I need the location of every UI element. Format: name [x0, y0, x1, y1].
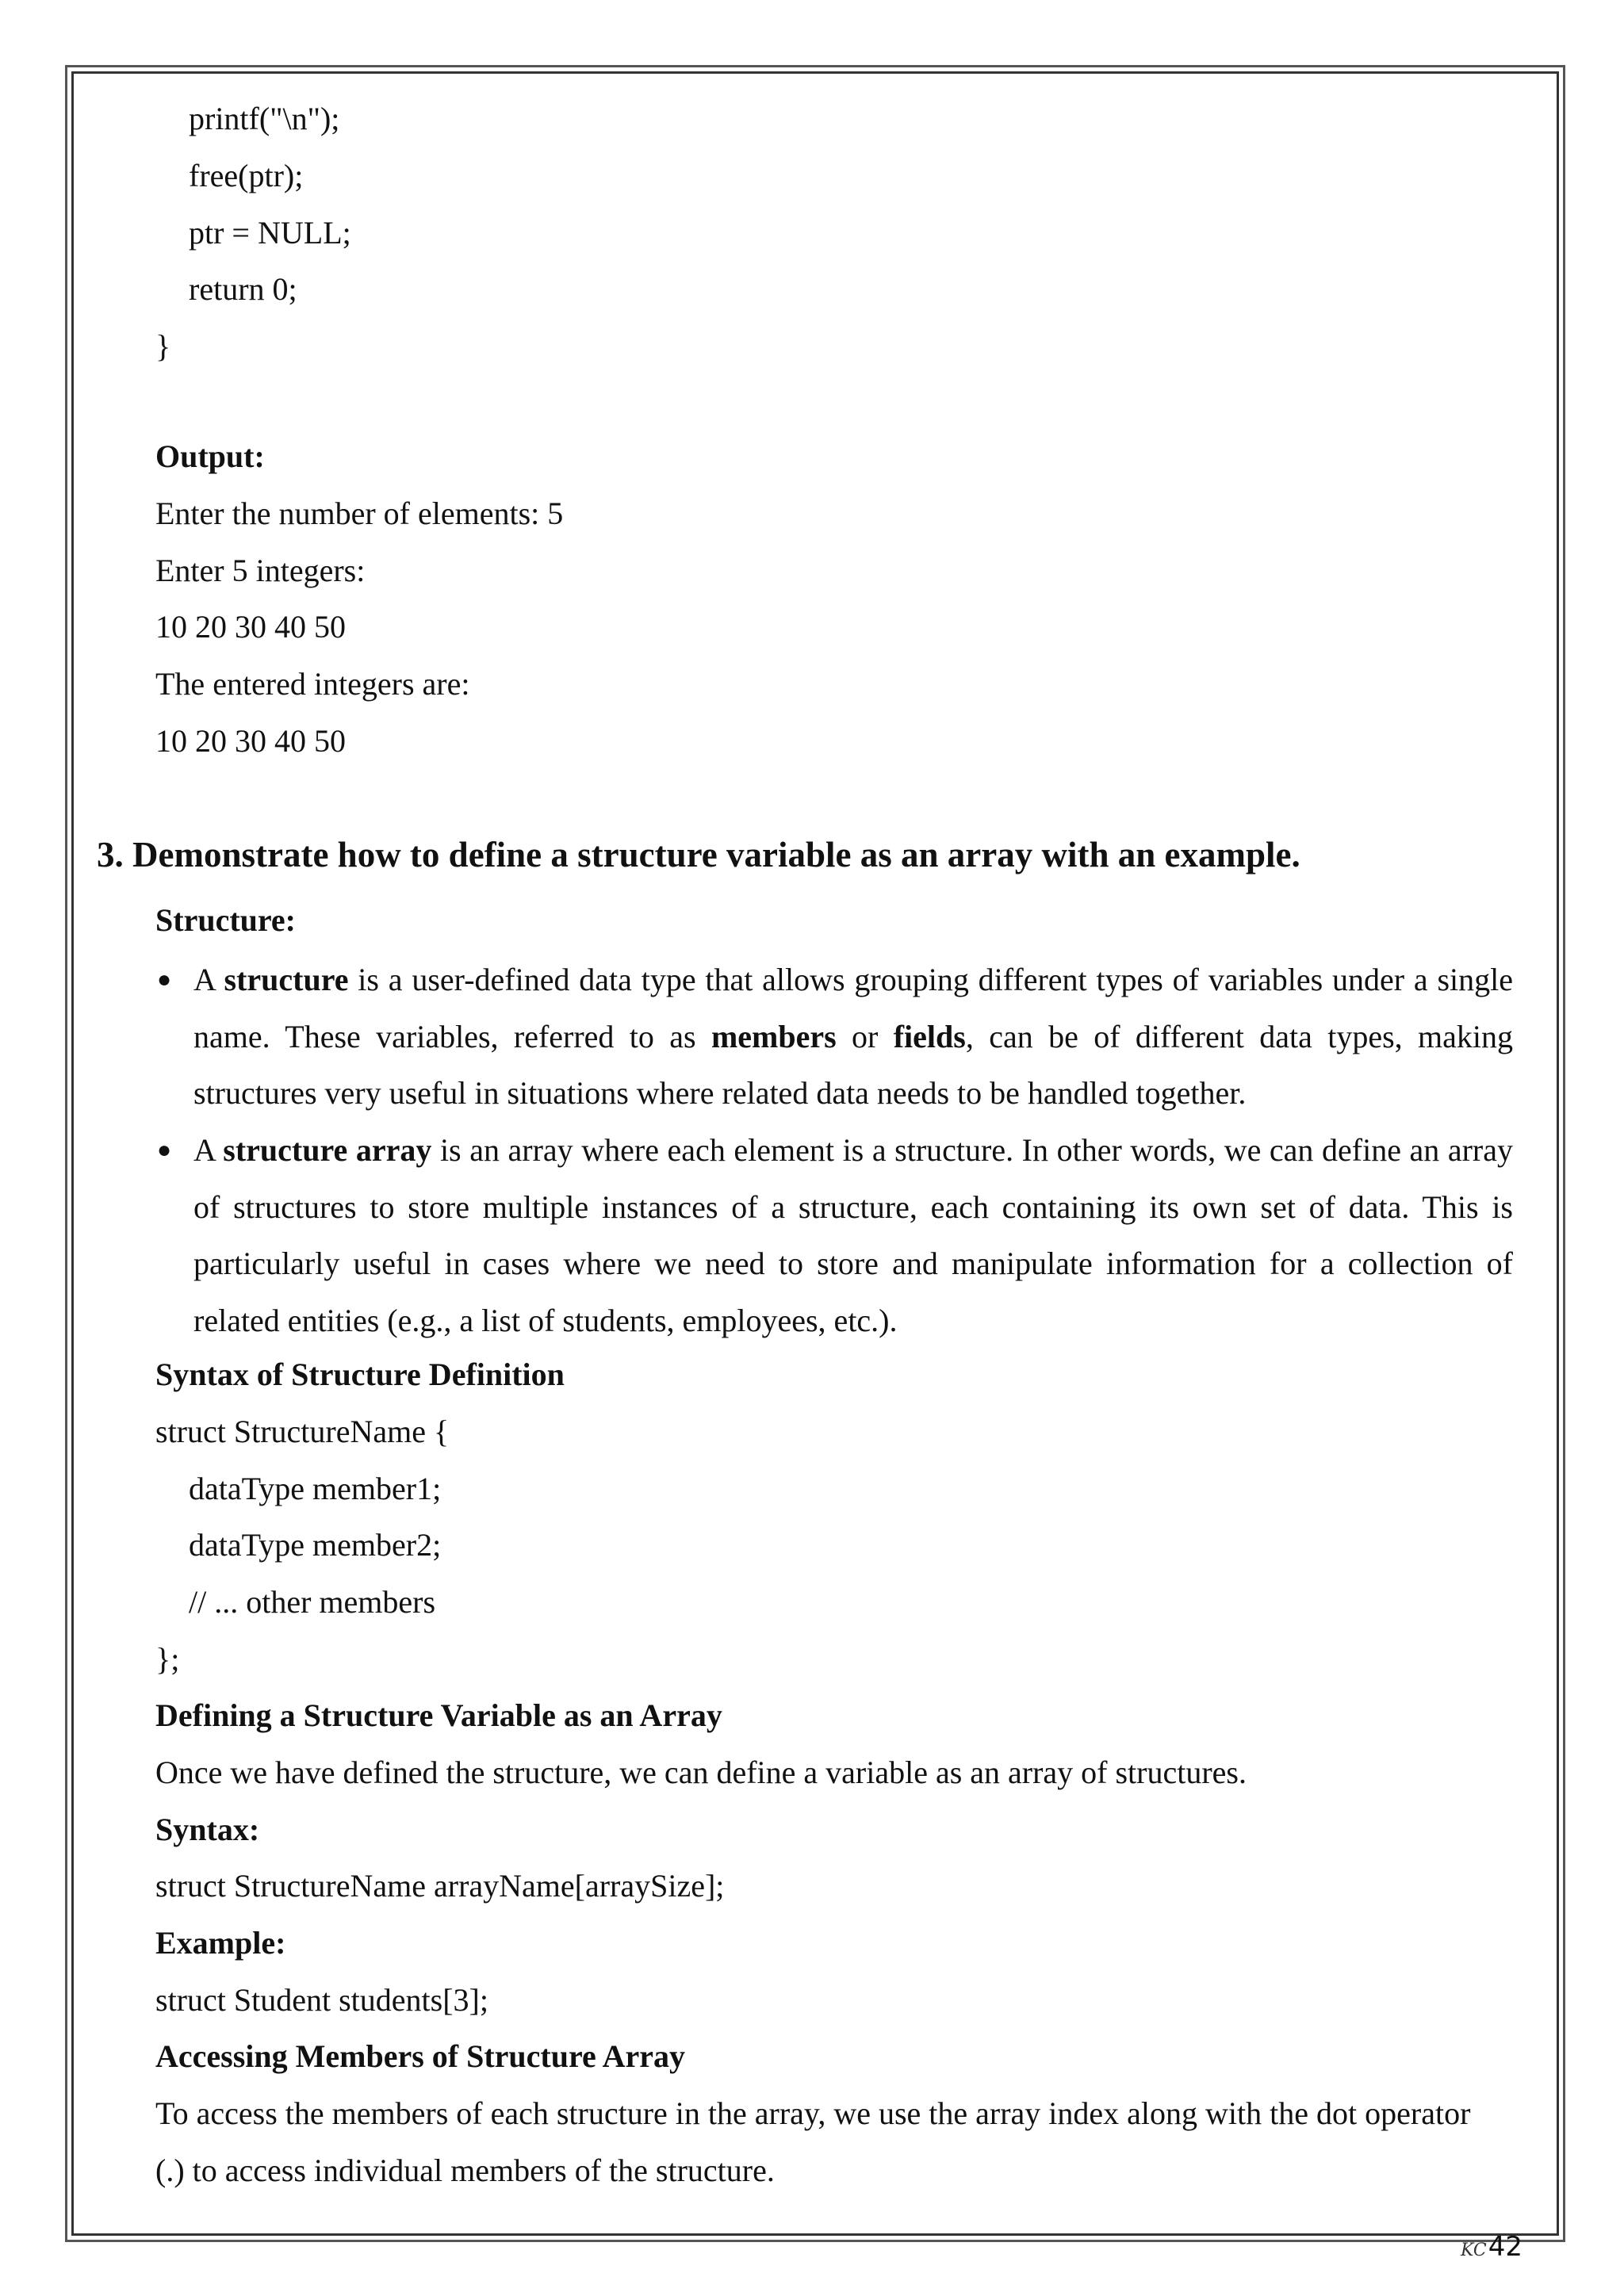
define-array-heading: Defining a Structure Variable as an Array [155, 1697, 722, 1733]
code-line-null: ptr = NULL; [189, 215, 351, 251]
syntax-definition-heading: Syntax of Structure Definition [155, 1357, 565, 1392]
syntax-code-line: struct StructureName { [155, 1414, 450, 1449]
output-line: Enter the number of elements: 5 [155, 496, 564, 531]
define-array-text: Once we have defined the structure, we can define a variable as an array of structures. [155, 1755, 1247, 1790]
syntax-code-line: dataType member1; [189, 1471, 442, 1506]
page-number: 42 [1488, 2231, 1522, 2263]
bullet-icon: ● [157, 966, 172, 993]
page-footer [1461, 2231, 1522, 2263]
bullet-paragraph-structure: A structure is a user-defined data type that allows grouping different types of variables under a single name. These variables, referred to as members or fields, can be of different data types, making structures very useful in situations where related data needs to be handled together. [193, 962, 1514, 1111]
code-close-brace: } [155, 328, 171, 364]
syntax-code-line: dataType member2; [189, 1527, 442, 1563]
syntax-code-line: // ... other members [189, 1584, 436, 1620]
code-line-free: free(ptr); [189, 158, 304, 193]
example-line: struct Student students[3]; [155, 1982, 488, 2018]
bullet-icon: ● [157, 1137, 172, 1163]
example-label: Example: [155, 1925, 286, 1961]
output-heading: Output: [155, 438, 265, 474]
output-line: Enter 5 integers: [155, 553, 366, 588]
access-text: To access the members of each structure in the array, we use the array index along with the dot operator [155, 2095, 1471, 2131]
section-heading: 3. Demonstrate how to define a structure variable as an array with an example. [97, 835, 1300, 874]
syntax-label: Syntax: [155, 1812, 260, 1847]
output-line: 10 20 30 40 50 [155, 609, 346, 645]
access-heading: Accessing Members of Structure Array [155, 2038, 685, 2074]
syntax-code-line: }; [155, 1641, 180, 1677]
structure-label: Structure: [155, 902, 296, 938]
code-line-printf: printf("\n"); [189, 101, 340, 136]
syntax-line: struct StructureName arrayName[arraySize]; [155, 1868, 725, 1904]
signature-mark: KC [1461, 2241, 1487, 2260]
bullet-paragraph-structure-array: A structure array is an array where each element is a structure. In other words, we can define an array of structures to store multiple instances of a structure, each containing its own set of data. This is particularly useful in cases where we need to store and manipulate information for a collection of related entities (e.g., a list of students, employees, etc.). [193, 1132, 1514, 1338]
code-line-return: return 0; [189, 271, 297, 307]
output-line: 10 20 30 40 50 [155, 723, 346, 759]
output-line: The entered integers are: [155, 666, 470, 702]
access-text: (.) to access individual members of the structure. [155, 2152, 775, 2188]
